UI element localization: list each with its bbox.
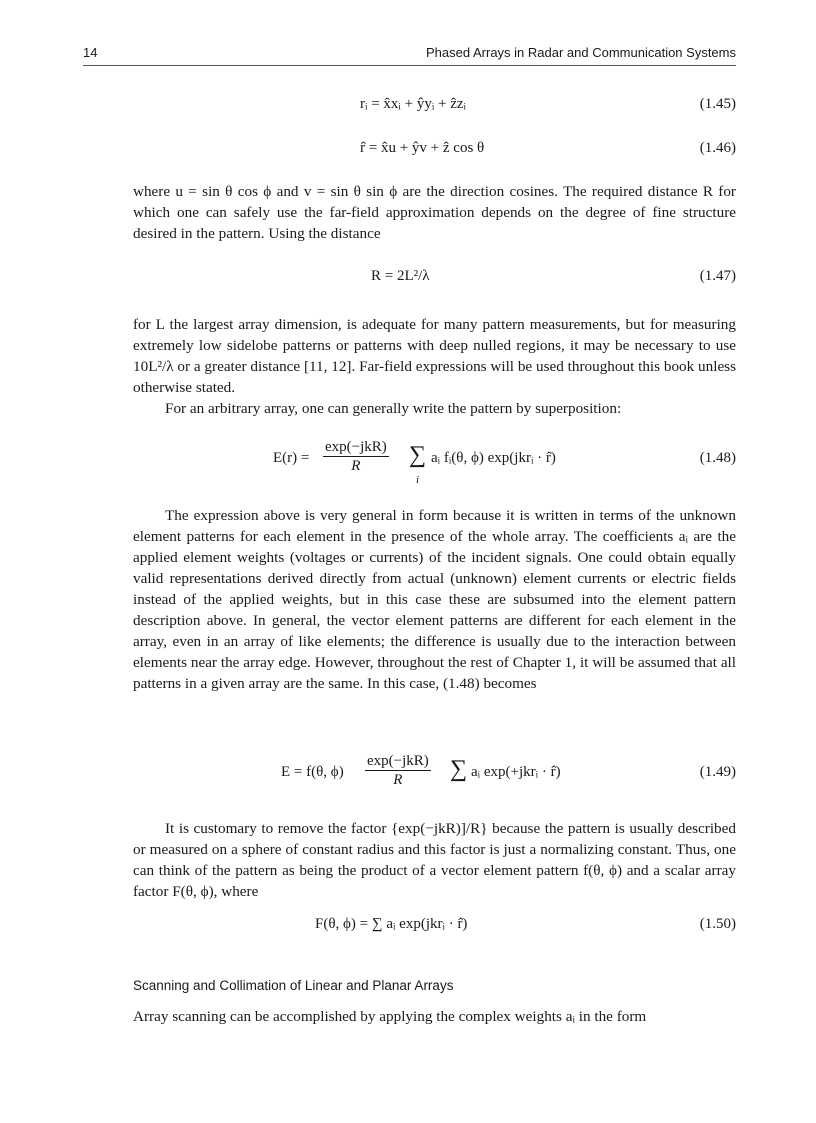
paragraph bbox=[133, 398, 736, 419]
equation-lhs: E = f(θ, ϕ) bbox=[281, 764, 344, 780]
equation-number: (1.47) bbox=[699, 268, 736, 284]
equation-expression: R = 2L²/λ bbox=[371, 268, 430, 284]
equation-expression: F(θ, ϕ) = ∑ aᵢ exp(jkrᵢ · r̂) bbox=[315, 916, 468, 932]
paragraph bbox=[133, 505, 736, 694]
paragraph-text: For an arbitrary array, one can generally write the pattern by superposition: bbox=[165, 400, 622, 417]
equation-1-46 bbox=[133, 140, 736, 162]
equation-1-47 bbox=[133, 268, 736, 290]
equation-expression: r̂ = x̂u + ŷv + ẑ cos θ bbox=[360, 140, 485, 156]
fraction-numerator: exp(−jkR) bbox=[325, 439, 387, 455]
paragraph bbox=[133, 818, 736, 902]
paragraph: where u = sin θ cos ϕ and v = sin θ sin ϕ are the direction cosines. The required distance R for which one can safely use the far-field approximation depends on the degree of fine structure desired in the pattern. Using the distance bbox=[133, 183, 736, 242]
paragraph-text: It is customary to remove the factor {exp(−jkR)]/R} because the pattern is usually described or measured on a sphere of constant radius and this factor is just a normalizing constant. Thus, one can think of the pattern as being the product of a vector element pattern f(θ, ϕ) and a scalar array factor F(θ, ϕ), where bbox=[133, 820, 736, 900]
paragraph-text: The expression above is very general in form because it is written in terms of the unknown element patterns for each element in the presence of the whole array. The coefficients aᵢ are the applied element weights (voltages or currents) of the incident signals. One could obtain equally valid representations derived directly from actual (unknown) element currents or electric fields instead of the applied weights, but in this case these are subsumed into the element pattern description above. In general, the vector element patterns are different for each element in the array, even in an array of like elements; the difference is usually due to the interaction between elements near the array edge. However, throughout the rest of Chapter 1, it will be assumed that all patterns in a given array are the same. In this case, (1.48) becomes bbox=[133, 507, 736, 692]
running-title: Phased Arrays in Radar and Communication Systems bbox=[426, 45, 736, 60]
equation-number: (1.45) bbox=[699, 96, 736, 112]
equation-number: (1.50) bbox=[699, 916, 736, 932]
equation-fraction bbox=[323, 438, 389, 475]
equation-number: (1.48) bbox=[699, 450, 736, 466]
equation-1-49 bbox=[133, 752, 736, 792]
summation-symbol: ∑ bbox=[450, 756, 468, 782]
summation-symbol: ∑ bbox=[409, 442, 427, 468]
summation-index: i bbox=[416, 474, 420, 486]
equation-number: (1.49) bbox=[699, 764, 736, 780]
equation-1-50 bbox=[133, 916, 736, 938]
fraction-numerator: exp(−jkR) bbox=[367, 753, 429, 769]
section-heading: Scanning and Collimation of Linear and Planar Arrays bbox=[133, 978, 454, 993]
equation-1-45 bbox=[133, 96, 736, 118]
paragraph: for L the largest array dimension, is adequate for many pattern measurements, but for measuring extremely low sidelobe patterns or patterns with deep nulled regions, it may be necessary to use 10L²/λ or a greater distance [11, 12]. Far-field expressions will be used throughout this book unless otherwise stated. bbox=[133, 316, 736, 396]
fraction-denominator: R bbox=[351, 458, 361, 474]
equation-rhs: aᵢ exp(+jkrᵢ · r̂) bbox=[471, 764, 561, 780]
equation-expression: rᵢ = x̂xᵢ + ŷyᵢ + ẑzᵢ bbox=[360, 96, 467, 112]
paragraph: Array scanning can be accomplished by applying the complex weights aᵢ in the form bbox=[133, 1008, 647, 1025]
equation-lhs: E(r) = bbox=[273, 450, 310, 466]
equation-1-48 bbox=[133, 438, 736, 494]
page-number: 14 bbox=[83, 45, 98, 60]
equation-rhs: aᵢ fᵢ(θ, ϕ) exp(jkrᵢ · r̂) bbox=[431, 450, 556, 466]
equation-number: (1.46) bbox=[699, 140, 736, 156]
running-header bbox=[83, 45, 736, 66]
fraction-denominator: R bbox=[393, 772, 403, 788]
equation-fraction bbox=[365, 752, 431, 789]
